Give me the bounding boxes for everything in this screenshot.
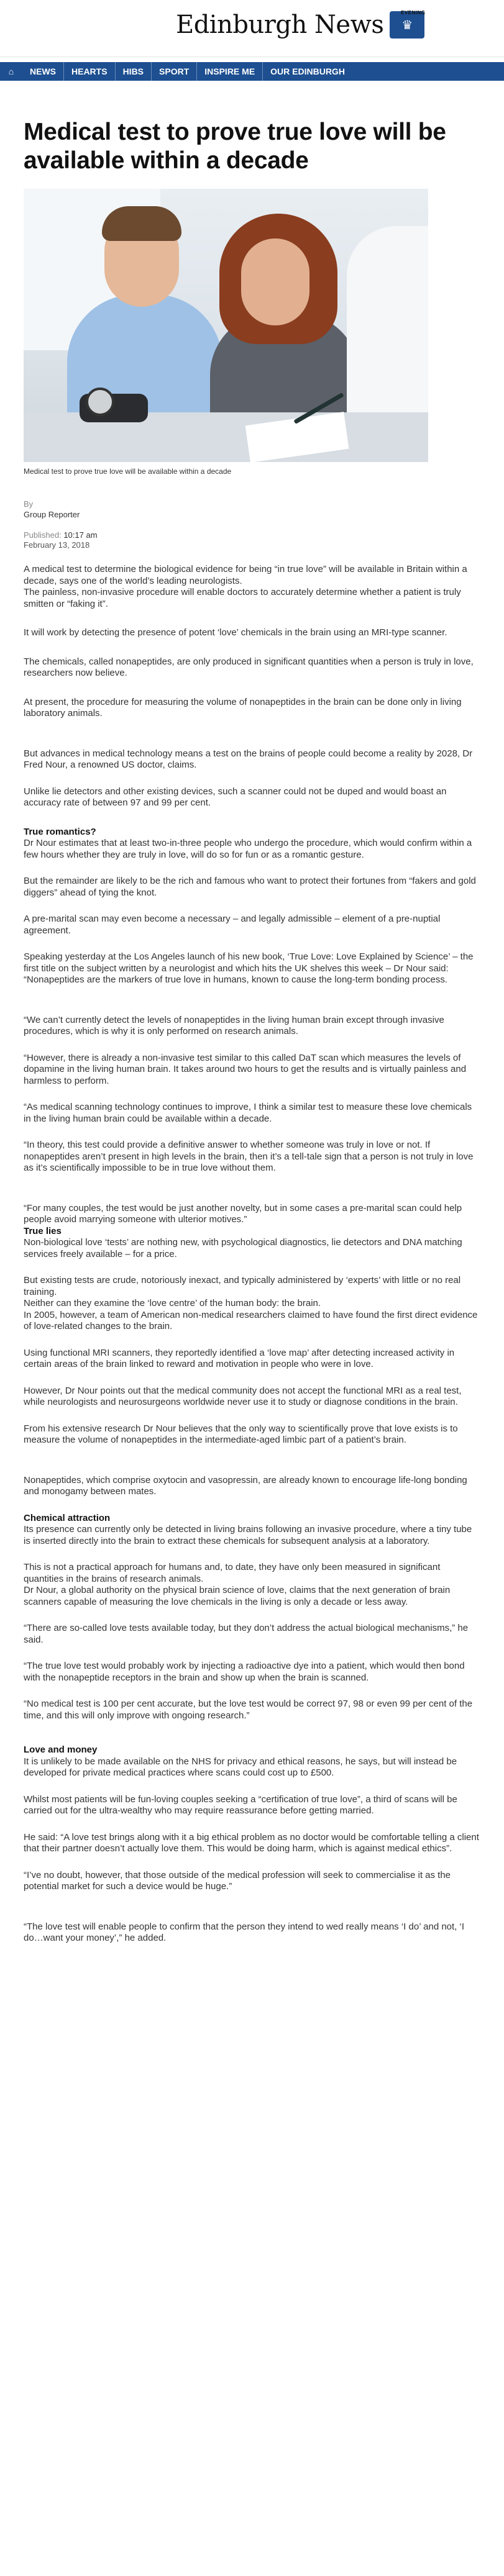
paragraph: This is not a practical approach for humans and, to date, they have only been measured in significant quantities in the brains of research animals. Dr Nour, a global authority on the physical brain science of love, claims that the next generation of brain scanners capable of measuring the love chemicals in the living is only a decade or less away. [24, 1562, 451, 1607]
masthead-logo[interactable] [176, 11, 424, 39]
section-heading: True lies [24, 1225, 62, 1236]
article-hero-image[interactable] [24, 189, 428, 462]
article-headline: Medical test to prove true love will be available within a decade [24, 119, 446, 174]
paragraph: “No medical test is 100 per cent accurate, but the love test would be correct 97, 98 or even 99 per cent of the time, and this will only improve with ongoing research.” [24, 1698, 473, 1721]
main-nav [0, 62, 504, 81]
paragraph: Its presence can currently only be detected in living brains following an invasive procedure, where a tiny tube is inserted directly into the brain to extract these chemicals for subsequent analysis at a laboratory. [24, 1524, 472, 1546]
paragraph: The chemicals, called nonapeptides, are only produced in significant quantities when a person is truly in love, researchers now believe. [24, 656, 474, 678]
paragraph: But advances in medical technology means a test on the brains of people could become a reality by 2028, Dr Fred Nour, a renowned US doctor, claims. [24, 748, 473, 770]
paragraph: Whilst most patients will be fun-loving couples seeking a “certification of true love”, a third of scans will be carried out for the ultra-wealthy who may require reassurance before getting married. [24, 1794, 457, 1816]
byline-by: By [24, 499, 34, 509]
published-time: 10:17 am [63, 530, 98, 540]
paragraph: However, Dr Nour points out that the medical community does not accept the functional MRI as a real test, while neurologists and neurosurgeons worldwide never use it to study or diagnose conditions in the brain. [24, 1385, 462, 1407]
paragraph: But existing tests are crude, notoriously inexact, and typically administered by ‘experts’ with little or no real training. Neither can they examine the ‘love centre’ of the human body: the brain. In 2005, however, a team of American non-medical researchers claimed to have found the first direct evidence of love-related changes to the brain. [24, 1275, 478, 1331]
paragraph: “However, there is already a non-invasive test similar to this called DaT scan which measures the levels of dopamine in the living human brain. It takes around two hours to get the results and is virtually painless and harmless to perform. [24, 1052, 467, 1086]
article [0, 118, 504, 1944]
nav-item-news[interactable]: NEWS [30, 66, 56, 76]
site-header [0, 0, 504, 57]
city-crest-icon: ♛ [390, 11, 424, 39]
masthead-title: Edinburgh News [176, 11, 384, 39]
byline [24, 499, 480, 519]
paragraph: It is unlikely to be made available on the NHS for privacy and ethical reasons, he says, but will instead be developed for private medical practices where scans could cost up to £500. [24, 1756, 457, 1778]
paragraph: “I’ve no doubt, however, that those outside of the medical profession will seek to commercialise it as the potential market for such a device would be huge.” [24, 1869, 451, 1892]
paragraph: Non-biological love ‘tests’ are nothing new, with psychological diagnostics, lie detectors and DNA matching services freely available – for a price. [24, 1237, 462, 1259]
paragraph: “We can’t currently detect the levels of nonapeptides in the living human brain except through invasive procedures, which is why it is only performed on research animals. [24, 1014, 444, 1036]
publish-info [24, 530, 480, 550]
paragraph: Unlike lie detectors and other existing devices, such a scanner could not be duped and would boast an accuracy rate of between 97 and 99 per cent. [24, 786, 447, 808]
author-link[interactable]: Group Reporter [24, 510, 80, 519]
section-heading: Love and money [24, 1744, 98, 1755]
paragraph: “There are so-called love tests available today, but they don’t address the actual biological mechanisms,” he said. [24, 1623, 469, 1645]
nav-item-sport[interactable]: SPORT [151, 62, 196, 81]
paragraph: From his extensive research Dr Nour believes that the only way to scientifically prove that love exists is to measure the volume of nonapeptides in the intermediate-aged limbic part of a patient’s brain. [24, 1423, 458, 1445]
published-date: February 13, 2018 [24, 540, 90, 550]
paragraph: “As medical scanning technology continues to improve, I think a similar test to measure these love chemicals in the living human brain could be available within a decade. [24, 1102, 472, 1124]
nav-item-inspire-me[interactable]: INSPIRE ME [196, 62, 262, 81]
nav-item-our-edinburgh[interactable]: OUR EDINBURGH [262, 62, 352, 81]
paragraph: Dr Nour estimates that at least two-in-three people who undergo the procedure, which would confirm within a few hours whether they are truly in love, will do so for fun or as a romantic gesture. [24, 838, 472, 860]
paragraph: “The love test will enable people to confirm that the person they intend to wed really means ‘I do’ and not, ‘I do…want your money’,” he added. [24, 1921, 465, 1943]
paragraph: Nonapeptides, which comprise oxytocin and vasopressin, are already known to encourage life-long bonding and monogamy between mates. [24, 1474, 467, 1497]
paragraph: A pre-marital scan may even become a necessary – and legally admissible – element of a pre-nuptial agreement. [24, 914, 441, 936]
paragraph: At present, the procedure for measuring the volume of nonapeptides in the brain can be done only in living laboratory animals. [24, 696, 462, 719]
article-body [24, 564, 480, 1944]
section-heading: Chemical attraction [24, 1512, 111, 1523]
section-heading: True romantics? [24, 826, 96, 837]
paragraph: “The true love test would probably work by injecting a radioactive dye into a patient, which would then bond with the nonapeptide receptors in the brain and show up when the brain is scanned. [24, 1661, 465, 1683]
paragraph: A medical test to determine the biological evidence for being “in true love” will be available in Britain within a decade, says one of the world’s leading neurologists. The painless, non-invasive procedure will enable doctors to accurately determine whether a patient is truly smitten or “faking it”. [24, 564, 467, 609]
paragraph: Using functional MRI scanners, they reportedly identified a ‘love map’ after detecting increased activity in certain areas of the brain linked to reward and motivation in people who were in love. [24, 1347, 455, 1369]
paragraph: But the remainder are likely to be the rich and famous who want to protect their fortunes from “fakers and gold diggers” ahead of tying the knot. [24, 876, 476, 898]
paragraph: It will work by detecting the presence of potent ‘love’ chemicals in the brain using an MRI-type scanner. [24, 627, 447, 638]
image-caption: Medical test to prove true love will be available within a decade [24, 467, 232, 476]
published-label: Published: [24, 530, 64, 540]
nav-item-hibs[interactable]: HIBS [115, 62, 151, 81]
nav-item-hearts[interactable]: HEARTS [63, 62, 115, 81]
paragraph: “For many couples, the test would be just another novelty, but in some cases a pre-marital scan could help people avoid marrying someone with ulterior motives.” [24, 1202, 462, 1225]
masthead-evening-label: EVENING [401, 10, 426, 16]
home-icon[interactable]: ⌂ [8, 66, 14, 76]
paragraph: Speaking yesterday at the Los Angeles launch of his new book, ‘True Love: Love Explained by Science’ – the first title on the subject written by a neurologist and which hits the UK shelves this week – Dr Nour said: “Nonapeptides are the markers of true love in humans, known to cause the long-term bonding process. [24, 951, 474, 985]
paragraph: He said: “A love test brings along with it a big ethical problem as no doctor would be comfortable telling a client that their partner doesn’t actually love them. This would be doing harm, which is against medical ethics”. [24, 1831, 479, 1854]
paragraph: “In theory, this test could provide a definitive answer to whether someone was truly in love or not. If nonapeptides aren’t present in high levels in the brain, then it’s a tell-tale sign that a person is not truly in love as it’s scientifically impossible to be in true love without them. [24, 1140, 474, 1173]
